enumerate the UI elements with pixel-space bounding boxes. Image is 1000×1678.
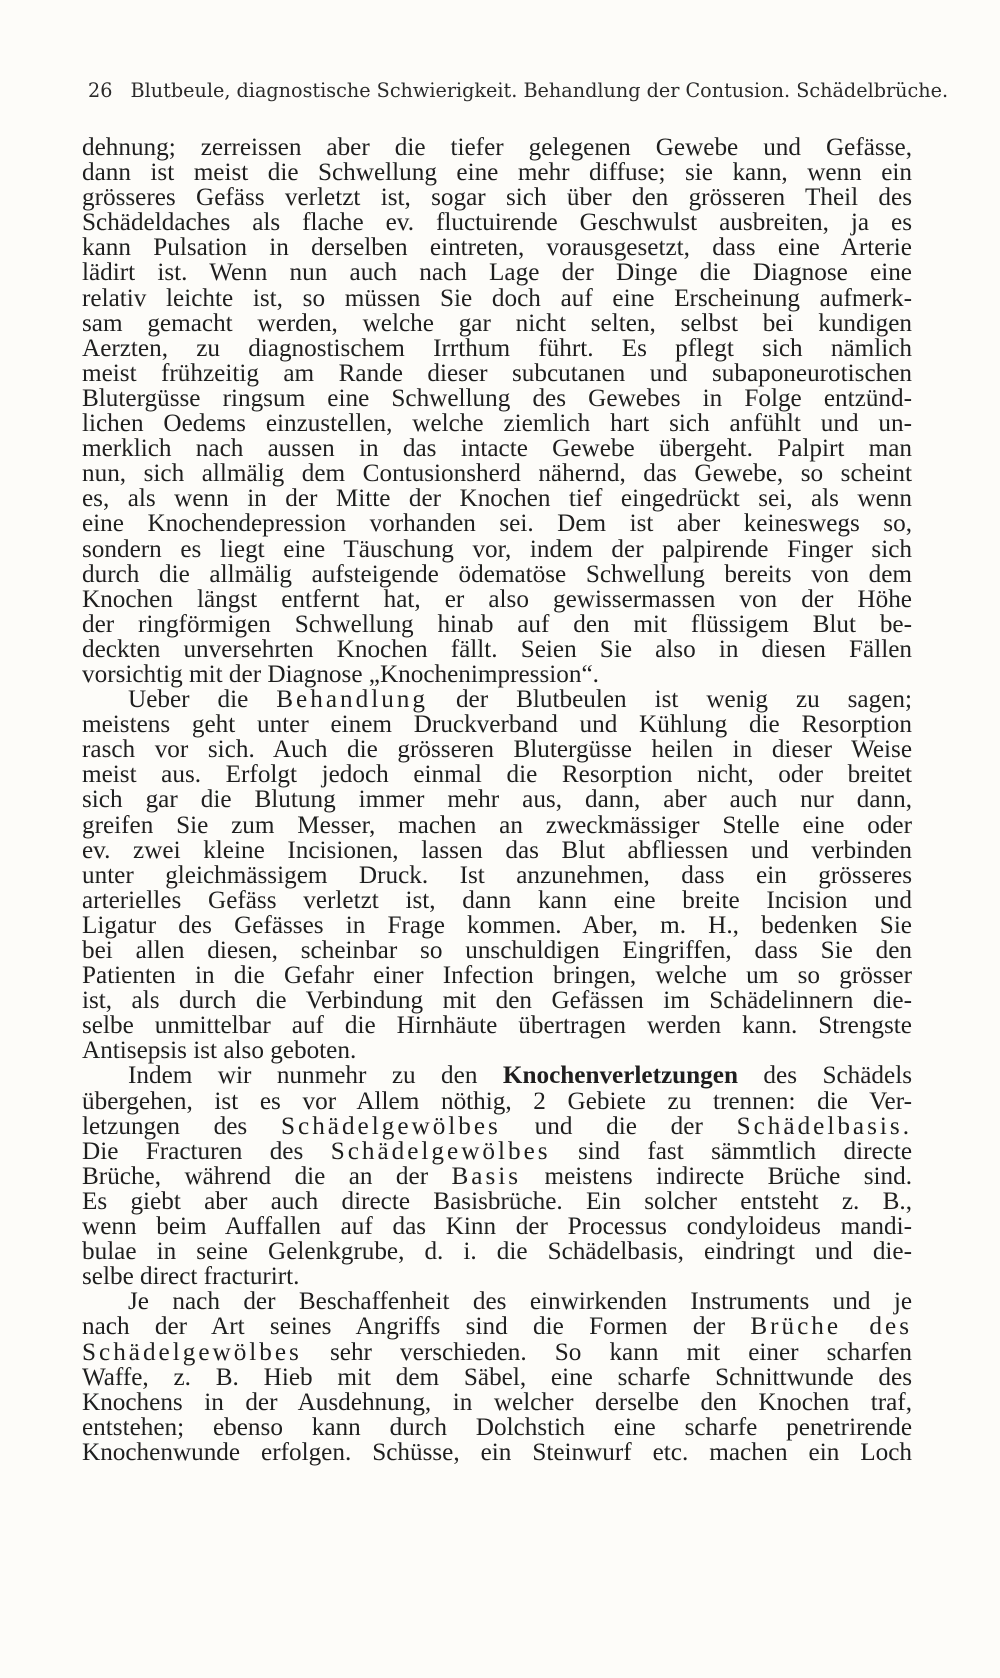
text-line: relativ leichte ist, so müssen Sie doch auf eine Erscheinung aufmerk- xyxy=(82,284,912,312)
text-line: Patienten in die Gefahr einer Infection bringen, welche um so grösser xyxy=(82,962,912,990)
text-line: sich gar die Blutung immer mehr aus, dann, aber auch nur dann, xyxy=(82,786,912,814)
text-line: lichen Oedems einzustellen, welche ziemlich hart sich anfühlt und un- xyxy=(82,410,912,438)
text-line: lädirt ist. Wenn nun auch nach Lage der Dinge die Diagnose eine xyxy=(82,259,912,287)
text-line: durch die allmälig aufsteigende ödematöse Schwellung bereits von dem xyxy=(82,560,912,588)
text-line: Knochens in der Ausdehnung, in welcher derselbe den Knochen traf, xyxy=(82,1388,912,1416)
text-line: meist aus. Erfolgt jedoch einmal die Resorption nicht, oder breitet xyxy=(82,761,912,789)
text-line: dann ist meist die Schwellung eine mehr diffuse; sie kann, wenn ein xyxy=(82,159,912,187)
running-title: Blutbeule, diagnostische Schwierigkeit. Behandlung der Contusion. Schädelbrüche. xyxy=(130,79,949,102)
text-line: wenn beim Auffallen auf das Kinn der Processus condyloideus mandi- xyxy=(82,1213,912,1241)
emphasized-term: Schädelgewölbes xyxy=(281,1112,501,1140)
emphasized-term: Basis xyxy=(451,1162,522,1190)
text-line: sondern es liegt eine Täuschung vor, indem der palpirende Finger sich xyxy=(82,535,912,563)
text-line: der ringförmigen Schwellung hinab auf den mit flüssigem Blut be- xyxy=(82,610,912,638)
text-line: vorsichtig mit der Diagnose „Knochenimpression“. xyxy=(82,660,599,688)
text-line: Blutergüsse ringsum eine Schwellung des Gewebes in Folge entzünd- xyxy=(82,384,912,412)
text-line: meistens geht unter einem Druckverband und Kühlung die Resorption xyxy=(82,711,912,739)
text-run: Indem wir nunmehr zu den xyxy=(128,1062,503,1090)
text-run: Brüche, während die an der xyxy=(82,1162,452,1190)
emphasized-term: Behandlung xyxy=(276,686,428,714)
text-line xyxy=(82,1139,912,1164)
text-line: Antisepsis ist also geboten. xyxy=(82,1037,357,1065)
text-line: übergehen, ist es vor Allem nöthig, 2 Gebiete zu trennen: die Ver- xyxy=(82,1087,912,1115)
text-line: selbe unmittelbar auf die Hirnhäute übertragen werden kann. Strengste xyxy=(82,1012,912,1040)
text-run: sind fast sämmtlich directe xyxy=(550,1137,912,1165)
text-line: greifen Sie zum Messer, machen an zweckmässiger Stelle eine oder xyxy=(82,811,912,839)
text-line: bulae in seine Gelenkgrube, d. i. die Schädelbasis, eindringt und die- xyxy=(82,1238,912,1266)
emphasized-term: Schädelgewölbes xyxy=(330,1137,551,1165)
text-line: dehnung; zerreissen aber die tiefer gelegenen Gewebe und Gefässe, xyxy=(82,134,912,161)
text-line: meist frühzeitig am Rande dieser subcutanen und subaponeurotischen xyxy=(82,359,912,387)
text-line: Es giebt aber auch directe Basisbrüche. Ein solcher entsteht z. B., xyxy=(82,1187,912,1215)
text-line: Waffe, z. B. Hieb mit dem Säbel, eine scharfe Schnittwunde des xyxy=(82,1363,912,1391)
text-line: ist, als durch die Verbindung mit den Gefässen im Schädelinnern die- xyxy=(82,987,912,1015)
text-run: und die der xyxy=(500,1112,737,1140)
text-line: Knochenwunde erfolgen. Schüsse, ein Steinwurf etc. machen ein Loch xyxy=(82,1438,912,1466)
text-line: rasch vor sich. Auch die grösseren Blutergüsse heilen in dieser Weise xyxy=(82,736,912,764)
emphasized-term: Schädelgewölbes xyxy=(82,1338,302,1366)
text-line: Aerzten, zu diagnostischem Irrthum führt. Es pflegt sich nämlich xyxy=(82,334,912,362)
bold-term: Knochenverletzungen xyxy=(502,1062,738,1090)
paragraph-first-line xyxy=(82,687,912,712)
paragraph-first-line xyxy=(82,1063,912,1088)
text-line: eine Knochendepression vorhanden sei. Dem ist aber keineswegs so, xyxy=(82,510,912,538)
text-run: meistens indirecte Brüche sind. xyxy=(521,1162,912,1190)
text-line: Knochen längst entfernt hat, er also gewissermassen von der Höhe xyxy=(82,585,912,613)
text-line: nun, sich allmälig dem Contusionsherd nähernd, das Gewebe, so scheint xyxy=(82,460,912,488)
body-text xyxy=(82,135,912,1465)
text-line: deckten unversehrten Knochen fällt. Seien Sie also in diesen Fällen xyxy=(82,635,912,663)
text-run: nach der Art seines Angriffs sind die Formen der xyxy=(82,1313,751,1341)
text-line: grösseres Gefäss verletzt ist, sogar sich über den grösseren Theil des xyxy=(82,184,912,212)
text-line: Schädeldaches als flache ev. fluctuirende Geschwulst ausbreiten, ja es xyxy=(82,209,912,237)
text-run: Ueber die xyxy=(128,686,277,714)
text-line: ev. zwei kleine Incisionen, lassen das Blut abfliessen und verbinden xyxy=(82,836,912,864)
text-line: bei allen diesen, scheinbar so unschuldigen Eingriffen, dass Sie den xyxy=(82,937,912,964)
text-run: des Schädels xyxy=(737,1062,912,1090)
text-line: es, als wenn in der Mitte der Knochen tief eingedrückt sei, als wenn xyxy=(82,485,912,513)
text-line: merklich nach aussen in das intacte Gewebe übergeht. Palpirt man xyxy=(82,435,912,463)
text-run: sehr verschieden. So kann mit einer scharfen xyxy=(301,1338,912,1366)
text-run: der Blutbeulen ist wenig zu sagen; xyxy=(427,686,912,714)
text-line: kann Pulsation in derselben eintreten, vorausgesetzt, dass eine Arterie xyxy=(82,234,912,262)
page-number: 26 xyxy=(88,79,113,102)
text-line: arterielles Gefäss verletzt ist, dann kann eine breite Incision und xyxy=(82,886,912,914)
text-line xyxy=(82,1164,912,1189)
emphasized-term: Schädelbasis. xyxy=(736,1112,913,1140)
text-line: sam gemacht werden, welche gar nicht selten, selbst bei kundigen xyxy=(82,309,912,337)
text-run: letzungen des xyxy=(82,1112,281,1140)
text-line: Ligatur des Gefässes in Frage kommen. Aber, m. H., bedenken Sie xyxy=(82,911,912,939)
emphasized-term: Brüche des xyxy=(750,1313,912,1341)
text-line xyxy=(82,1314,912,1339)
text-run: Die Fracturen des xyxy=(82,1137,331,1165)
text-line xyxy=(82,1114,912,1139)
text-line: selbe direct fracturirt. xyxy=(82,1263,300,1291)
text-line xyxy=(82,1340,912,1365)
text-line: entstehen; ebenso kann durch Dolchstich eine scharfe penetrirende xyxy=(82,1413,912,1441)
running-header xyxy=(88,79,948,102)
text-line: unter gleichmässigem Druck. Ist anzunehmen, dass ein grösseres xyxy=(82,861,912,889)
paragraph-first-line: Je nach der Beschaffenheit des einwirkenden Instruments und je xyxy=(128,1288,912,1316)
